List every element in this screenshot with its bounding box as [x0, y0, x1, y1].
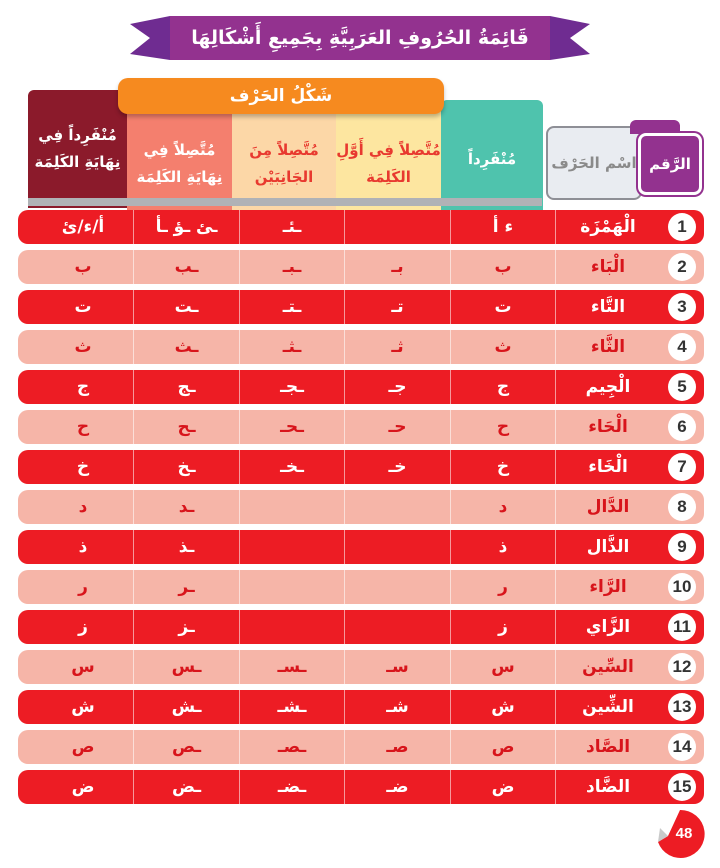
- isolated-form: ز: [450, 610, 555, 644]
- letter-name: الْجِيم: [555, 370, 660, 404]
- table-row: [18, 250, 704, 284]
- final-form: ـر: [133, 570, 239, 604]
- final-form: ـض: [133, 770, 239, 804]
- final-isolated-form: ب: [74, 257, 92, 277]
- medial-form: ـبـ: [239, 250, 344, 284]
- final-isolated-form: ص: [71, 737, 95, 757]
- page-title: قَائِمَةُ الحُرُوفِ العَرَبِيَّةِ بِجَمِيعِ أَشْكَالِهَا: [191, 27, 529, 49]
- row-number-circle: 5: [668, 373, 696, 401]
- medial-form: ـضـ: [239, 770, 344, 804]
- letter-name: الزَّاي: [555, 610, 660, 644]
- isolated-form: ح: [450, 410, 555, 444]
- initial-form: سـ: [344, 650, 450, 684]
- isolated-form: ذ: [450, 530, 555, 564]
- medial-form: ـتـ: [239, 290, 344, 324]
- row-number-circle: 10: [668, 573, 696, 601]
- row-number-circle: 12: [668, 653, 696, 681]
- row-number: [660, 690, 704, 724]
- row-number-circle: 9: [668, 533, 696, 561]
- final-isolated-form: س: [71, 657, 95, 677]
- table-row: [18, 450, 704, 484]
- initial-form: شـ: [344, 690, 450, 724]
- letter-name: الرَّاء: [555, 570, 660, 604]
- table-row: [18, 290, 704, 324]
- letter-name: الْحَاء: [555, 410, 660, 444]
- row-number: [660, 570, 704, 604]
- final-isolated-form: ث: [74, 337, 92, 357]
- initial-form: [344, 610, 450, 644]
- medial-form: ـحـ: [239, 410, 344, 444]
- letter-name: الذَّال: [555, 530, 660, 564]
- final-isolated-form: ج: [76, 377, 90, 397]
- table-row: [18, 650, 704, 684]
- medial-form: [239, 610, 344, 644]
- row-number: [660, 770, 704, 804]
- row-number: [660, 490, 704, 524]
- medial-form: ـصـ: [239, 730, 344, 764]
- row-number: [660, 290, 704, 324]
- row-number: [660, 450, 704, 484]
- isolated-form: خ: [450, 450, 555, 484]
- final-form: ـث: [133, 330, 239, 364]
- final-isolated-form: ح: [76, 417, 90, 437]
- final-isolated-form: ز: [78, 617, 88, 637]
- isolated-form: ء أ: [450, 210, 555, 244]
- initial-form: تـ: [344, 290, 450, 324]
- row-number-circle: 4: [668, 333, 696, 361]
- row-number-circle: 3: [668, 293, 696, 321]
- initial-form: بـ: [344, 250, 450, 284]
- number-tab-decoration: [630, 120, 680, 134]
- initial-form: [344, 490, 450, 524]
- letter-name: السِّين: [555, 650, 660, 684]
- table-row: [18, 490, 704, 524]
- header-final: مُتَّصِلاً فِي نِهَايَةِ الكَلِمَة: [127, 100, 232, 218]
- row-number: [660, 530, 704, 564]
- row-number-circle: 7: [668, 453, 696, 481]
- initial-form: صـ: [344, 730, 450, 764]
- isolated-form: ج: [450, 370, 555, 404]
- table-row: [18, 730, 704, 764]
- row-number: [660, 650, 704, 684]
- header-letter-name: اسْم الحَرْف: [546, 126, 642, 200]
- table-row: [18, 330, 704, 364]
- row-number: [660, 330, 704, 364]
- final-isolated-form: أ/ء/ئ: [61, 217, 105, 237]
- letter-name: التَّاء: [555, 290, 660, 324]
- medial-form: [239, 530, 344, 564]
- letter-shape-group-header: شَكْلُ الحَرْف: [118, 78, 444, 114]
- row-number: [660, 250, 704, 284]
- header-final-isolated: مُنْفَرِداً فِي نِهَايَةِ الكَلِمَة: [28, 90, 127, 208]
- table-row: [18, 410, 704, 444]
- initial-form: [344, 570, 450, 604]
- table-row: [18, 210, 704, 244]
- final-form: ـح: [133, 410, 239, 444]
- medial-form: ـجـ: [239, 370, 344, 404]
- row-number-circle: 13: [668, 693, 696, 721]
- letter-name: الْخَاء: [555, 450, 660, 484]
- final-isolated-form: ش: [71, 697, 95, 717]
- final-form: ـخ: [133, 450, 239, 484]
- initial-form: حـ: [344, 410, 450, 444]
- table-row: [18, 690, 704, 724]
- row-number: [660, 610, 704, 644]
- isolated-form: د: [450, 490, 555, 524]
- final-form: ـص: [133, 730, 239, 764]
- table-row: [18, 530, 704, 564]
- final-form: ـز: [133, 610, 239, 644]
- initial-form: [344, 530, 450, 564]
- final-form: ـت: [133, 290, 239, 324]
- final-isolated-form: ض: [71, 777, 95, 797]
- initial-form: خـ: [344, 450, 450, 484]
- letter-name: الدَّال: [555, 490, 660, 524]
- final-form: ـس: [133, 650, 239, 684]
- table-row: [18, 370, 704, 404]
- final-isolated-form: ر: [78, 577, 88, 597]
- row-number: [660, 210, 704, 244]
- row-number-circle: 8: [668, 493, 696, 521]
- header-medial: مُتَّصِلاً مِنَ الجَانِبَيْن: [232, 100, 336, 218]
- final-form: ـج: [133, 370, 239, 404]
- row-number-circle: 2: [668, 253, 696, 281]
- isolated-form: ر: [450, 570, 555, 604]
- row-number-circle: 14: [668, 733, 696, 761]
- final-form: ـذ: [133, 530, 239, 564]
- isolated-form: ب: [450, 250, 555, 284]
- final-isolated-form: ت: [74, 297, 92, 317]
- title-banner: [130, 14, 590, 62]
- initial-form: [344, 210, 450, 244]
- row-number-circle: 6: [668, 413, 696, 441]
- letter-name: الصَّاد: [555, 730, 660, 764]
- letters-table: [18, 210, 704, 810]
- letter-name: الضَّاد: [555, 770, 660, 804]
- medial-form: ـشـ: [239, 690, 344, 724]
- final-form: ـب: [133, 250, 239, 284]
- row-number-circle: 11: [668, 613, 696, 641]
- isolated-form: ص: [450, 730, 555, 764]
- header-number: الرَّقم: [638, 133, 702, 195]
- table-row: [18, 610, 704, 644]
- final-isolated-form: خ: [76, 457, 90, 477]
- initial-form: ثـ: [344, 330, 450, 364]
- row-number: [660, 370, 704, 404]
- initial-form: ضـ: [344, 770, 450, 804]
- isolated-form: ت: [450, 290, 555, 324]
- medial-form: [239, 490, 344, 524]
- medial-form: ـثـ: [239, 330, 344, 364]
- table-row: [18, 770, 704, 804]
- letter-name: الْهَمْزَة: [555, 210, 660, 244]
- isolated-form: ض: [450, 770, 555, 804]
- isolated-form: ث: [450, 330, 555, 364]
- row-number: [660, 730, 704, 764]
- isolated-form: س: [450, 650, 555, 684]
- letter-name: الشِّين: [555, 690, 660, 724]
- page-number: 48: [675, 824, 693, 842]
- letter-name: الثَّاء: [555, 330, 660, 364]
- final-isolated-form: ذ: [78, 537, 88, 557]
- isolated-form: ش: [450, 690, 555, 724]
- medial-form: [239, 570, 344, 604]
- medial-form: ـئـ: [239, 210, 344, 244]
- initial-form: جـ: [344, 370, 450, 404]
- table-row: [18, 570, 704, 604]
- header-divider: [28, 198, 542, 206]
- final-form: ـئ ـؤ ـأ: [133, 210, 239, 244]
- final-form: ـش: [133, 690, 239, 724]
- row-number-circle: 15: [668, 773, 696, 801]
- final-isolated-form: د: [78, 497, 88, 517]
- medial-form: ـسـ: [239, 650, 344, 684]
- header-isolated: مُنْفَرِداً: [441, 100, 543, 218]
- letter-name: الْبَاء: [555, 250, 660, 284]
- final-form: ـد: [133, 490, 239, 524]
- row-number: [660, 410, 704, 444]
- header-initial: مُتَّصِلاً فِي أَوَّلِ الكَلِمَة: [336, 100, 441, 218]
- medial-form: ـخـ: [239, 450, 344, 484]
- row-number-circle: 1: [668, 213, 696, 241]
